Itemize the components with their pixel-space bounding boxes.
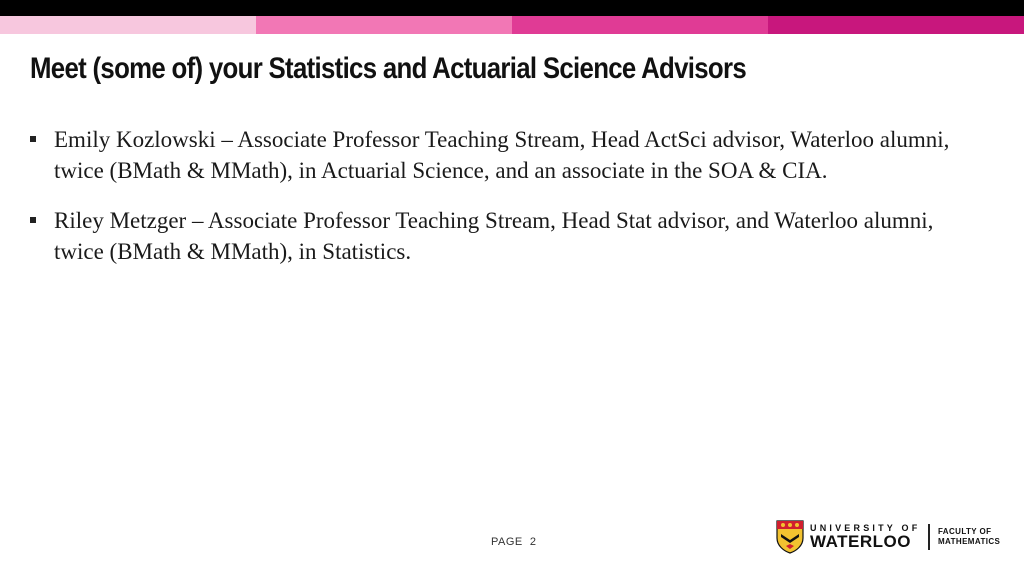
logo-divider bbox=[928, 524, 930, 550]
square-bullet-icon bbox=[30, 136, 36, 142]
square-bullet-icon bbox=[30, 217, 36, 223]
stripe-1 bbox=[0, 16, 256, 34]
university-logo bbox=[776, 520, 1000, 554]
bullet-list bbox=[30, 124, 990, 286]
crest-icon bbox=[776, 520, 804, 554]
stripe-4 bbox=[768, 16, 1024, 34]
slide-title: Meet (some of) your Statistics and Actuarial Science Advisors bbox=[30, 52, 747, 85]
faculty-line-1: FACULTY OF bbox=[937, 527, 992, 536]
logo-wordmark bbox=[810, 523, 920, 551]
logo-line-waterloo: WATERLOO bbox=[810, 532, 911, 551]
faculty-line-2: MATHEMATICS bbox=[937, 537, 1001, 546]
stripe-3 bbox=[512, 16, 768, 34]
bullet-item bbox=[30, 205, 990, 267]
stripe-2 bbox=[256, 16, 512, 34]
faculty-name bbox=[938, 527, 1000, 547]
top-bar bbox=[0, 0, 1024, 16]
bullet-text: Riley Metzger – Associate Professor Teaching Stream, Head Stat advisor, and Waterloo alumni, twice (BMath & MMath), in Statistics. bbox=[54, 208, 934, 264]
color-stripes bbox=[0, 16, 1024, 34]
logo-line-university: UNIVERSITY OF bbox=[810, 523, 921, 533]
page-number bbox=[491, 536, 537, 548]
page-label: PAGE bbox=[491, 536, 523, 548]
bullet-item bbox=[30, 124, 990, 186]
page-number-value: 2 bbox=[529, 536, 537, 548]
bullet-text: Emily Kozlowski – Associate Professor Teaching Stream, Head ActSci advisor, Waterloo alumni, twice (BMath & MMath), in Actuarial Science, and an associate in the SOA & CIA. bbox=[54, 127, 950, 183]
